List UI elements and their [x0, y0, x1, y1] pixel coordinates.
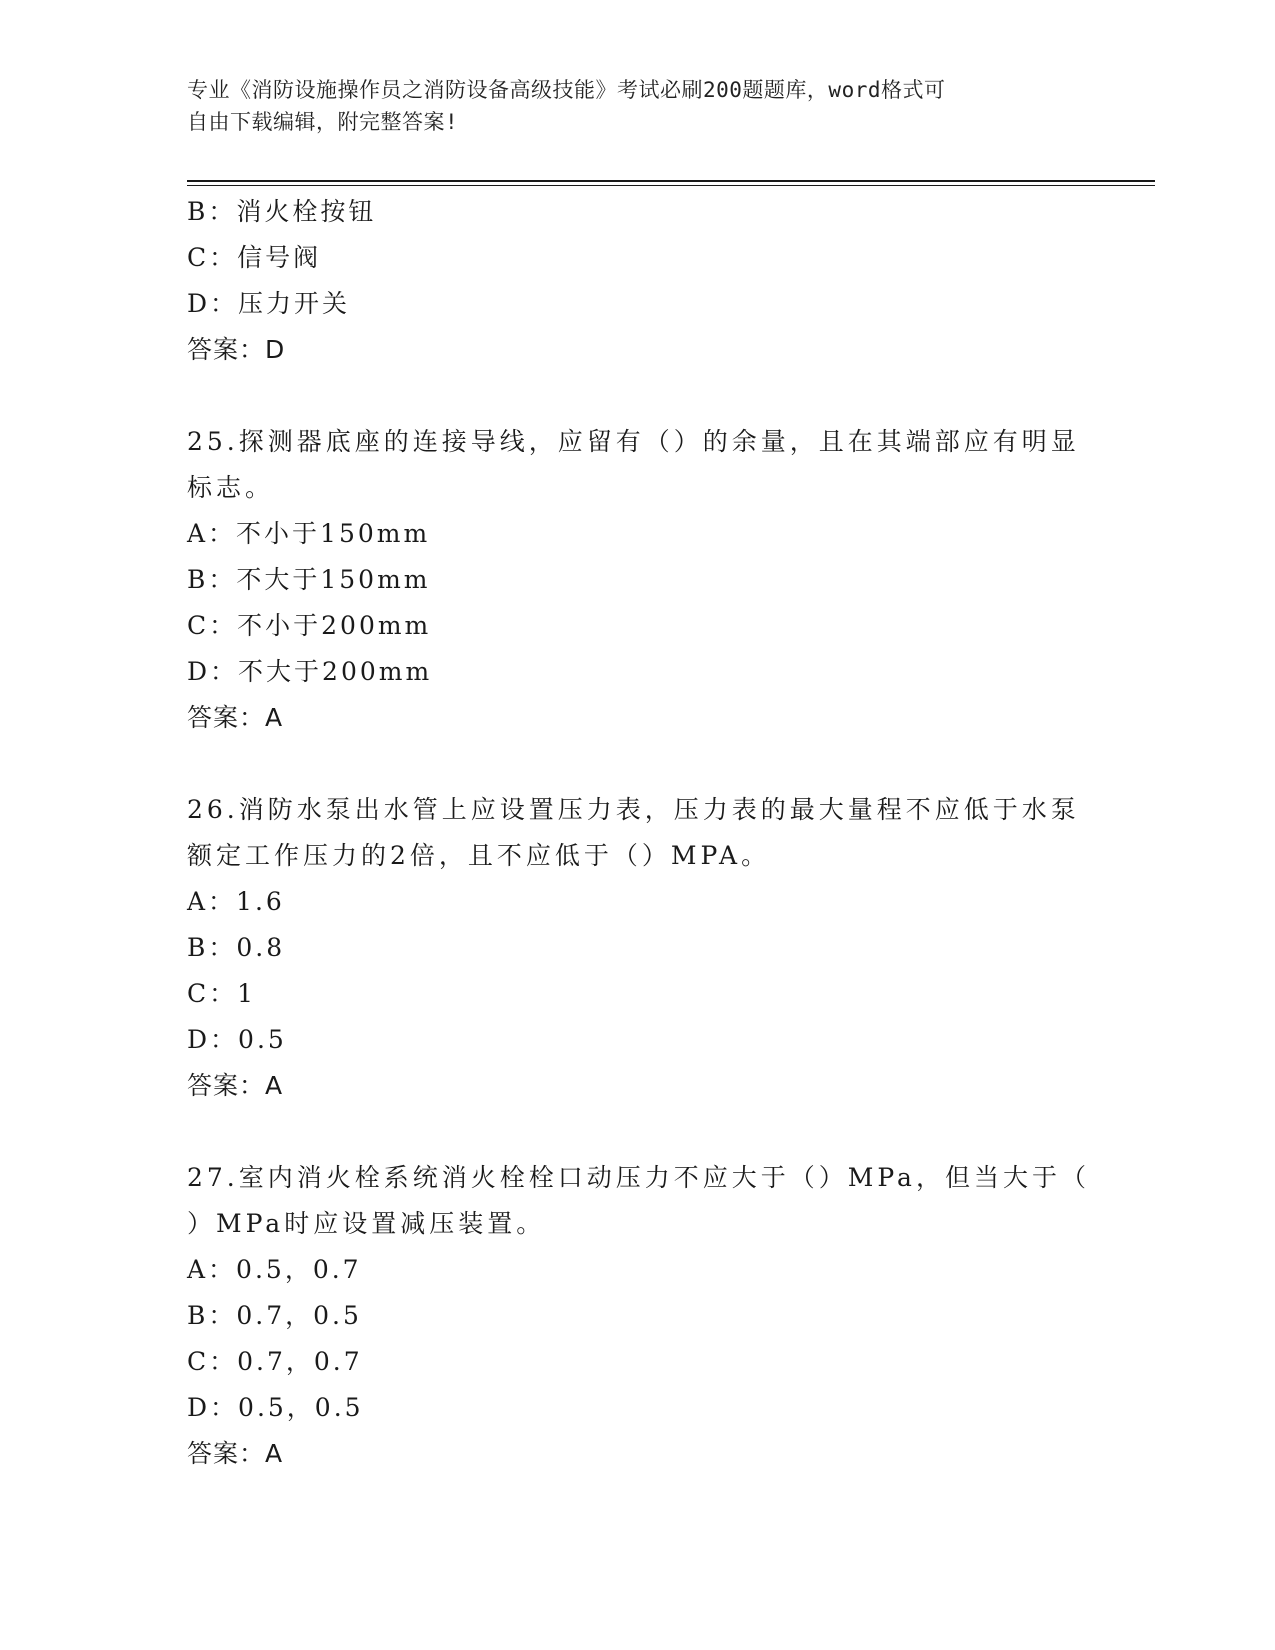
spacer: [187, 1109, 1087, 1155]
option-a: A：0.5，0.7: [187, 1255, 362, 1284]
option-a: A：不小于150mm: [187, 519, 431, 548]
option-c: C：0.7，0.7: [187, 1347, 363, 1376]
option-a: A：1.6: [187, 887, 285, 916]
spacer: [187, 741, 1087, 787]
question-stem-line-1: 27.室内消火栓系统消火栓栓口动压力不应大于（）MPa，但当大于（: [187, 1163, 1090, 1192]
question-stem-line-1: 26.消防水泵出水管上应设置压力表，压力表的最大量程不应低于水泵: [187, 795, 1080, 824]
option-d: D：不大于200mm: [187, 657, 433, 686]
option-b: B：消火栓按钮: [187, 197, 377, 226]
question-26: [187, 787, 1087, 1109]
question-24-continued: [187, 189, 1087, 373]
question-25: [187, 419, 1087, 741]
document-header: [187, 74, 1067, 138]
option-b: B：0.7，0.5: [187, 1301, 362, 1330]
option-c: C：信号阀: [187, 243, 322, 272]
option-d: D：压力开关: [187, 289, 351, 318]
answer-label: 答案：A: [187, 1439, 284, 1468]
answer-label: 答案：D: [187, 335, 286, 364]
option-b: B：不大于150mm: [187, 565, 431, 594]
header-divider-thin: [187, 185, 1155, 186]
option-c: C：1: [187, 979, 257, 1008]
answer-label: 答案：A: [187, 1071, 284, 1100]
option-c: C：不小于200mm: [187, 611, 432, 640]
spacer: [187, 373, 1087, 419]
option-d: D：0.5，0.5: [187, 1393, 364, 1422]
question-stem-line-2: 额定工作压力的2倍，且不应低于（）MPA。: [187, 841, 771, 870]
option-b: B：0.8: [187, 933, 286, 962]
question-27: [187, 1155, 1090, 1477]
question-stem-line-2: ）MPa时应设置减压装置。: [187, 1209, 546, 1238]
header-line-2: 自由下载编辑，附完整答案!: [187, 110, 459, 134]
question-stem-line-2: 标志。: [187, 473, 275, 502]
header-line-1: 专业《消防设施操作员之消防设备高级技能》考试必刷200题题库，word格式可: [187, 78, 946, 102]
question-stem-line-1: 25.探测器底座的连接导线，应留有（）的余量，且在其端部应有明显: [187, 427, 1080, 456]
option-d: D：0.5: [187, 1025, 287, 1054]
question-list: [187, 189, 1090, 1477]
answer-label: 答案：A: [187, 703, 284, 732]
header-divider-thick: [187, 180, 1155, 182]
